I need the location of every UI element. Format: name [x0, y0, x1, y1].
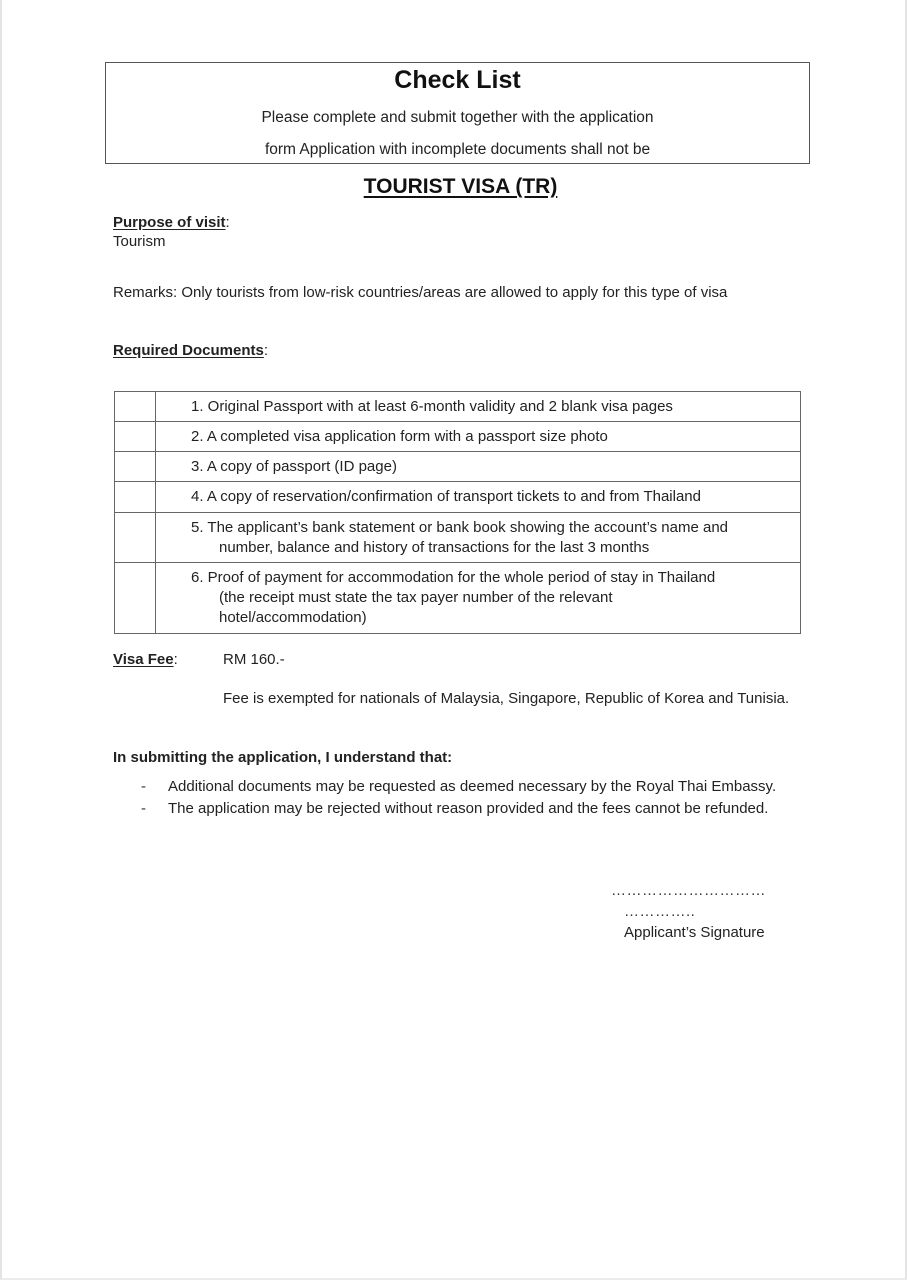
signature-label: Applicant’s Signature — [624, 924, 765, 941]
purpose-value: Tourism — [113, 233, 166, 250]
bullet-dash-1: - — [141, 778, 146, 795]
checkbox-cell-6[interactable] — [115, 563, 156, 634]
document-item-2 — [156, 422, 801, 452]
understanding-item-1: Additional documents may be requested as deemed necessary by the Royal Thai Embassy. — [168, 778, 777, 795]
understanding-heading: In submitting the application, I understand that: — [113, 749, 453, 766]
required-documents-colon: : — [263, 342, 269, 359]
purpose-colon: : — [225, 214, 230, 231]
document-item-text: 2. A completed visa application form with a passport size photo — [191, 428, 608, 445]
purpose-label: Purpose of visit — [113, 214, 226, 231]
visa-fee-exemption: Fee is exempted for nationals of Malaysia, Singapore, Republic of Korea and Tunisia. — [223, 690, 790, 707]
document-item-text-continued: (the receipt must state the tax payer number of the relevant — [219, 589, 613, 606]
signature-dotted-line-1: ………………………… — [611, 882, 766, 899]
visa-fee-colon: : — [173, 651, 178, 668]
required-documents-label-row — [113, 342, 268, 359]
remarks-text: Remarks: Only tourists from low-risk countries/areas are allowed to apply for this type of visa — [113, 284, 728, 301]
required-documents-table — [114, 391, 801, 634]
table-row — [115, 482, 801, 513]
document-item-3 — [156, 452, 801, 482]
header-instruction-line-2: form Application with incomplete documents shall not be — [264, 141, 651, 158]
checklist-header-box — [105, 62, 810, 164]
table-row — [115, 563, 801, 634]
checkbox-cell-3[interactable] — [115, 452, 156, 482]
document-item-text-continued: number, balance and history of transactions for the last 3 months — [219, 539, 650, 556]
checklist-title: Check List — [394, 66, 521, 94]
required-documents-label: Required Documents — [113, 342, 264, 359]
checkbox-cell-1[interactable] — [115, 392, 156, 422]
visa-fee-amount: RM 160.- — [223, 651, 285, 668]
table-row — [115, 452, 801, 482]
checkbox-cell-2[interactable] — [115, 422, 156, 452]
document-item-6 — [156, 563, 801, 634]
checkbox-cell-5[interactable] — [115, 513, 156, 563]
visa-type-title: TOURIST VISA (TR) — [363, 175, 558, 198]
bullet-dash-2: - — [141, 800, 146, 817]
visa-fee-label-row — [113, 651, 178, 668]
document-item-text-continued: hotel/accommodation) — [219, 609, 367, 626]
document-item-text: 6. Proof of payment for accommodation for the whole period of stay in Thailand — [191, 569, 716, 586]
header-instruction-line-1: Please complete and submit together with the application — [261, 109, 654, 126]
document-item-text: 5. The applicant’s bank statement or bank book showing the account’s name and — [191, 519, 729, 536]
checkbox-cell-4[interactable] — [115, 482, 156, 513]
table-row — [115, 422, 801, 452]
document-item-text: 1. Original Passport with at least 6-month validity and 2 blank visa pages — [191, 398, 673, 415]
document-item-4 — [156, 482, 801, 513]
document-item-text: 3. A copy of passport (ID page) — [191, 458, 397, 475]
signature-dotted-line-2: ………….. — [624, 903, 696, 920]
understanding-item-2: The application may be rejected without reason provided and the fees cannot be refunded. — [168, 800, 769, 817]
visa-fee-label: Visa Fee — [113, 651, 174, 668]
document-item-1 — [156, 392, 801, 422]
purpose-label-row — [113, 214, 230, 231]
table-row — [115, 392, 801, 422]
document-item-text: 4. A copy of reservation/confirmation of transport tickets to and from Thailand — [191, 488, 701, 505]
document-item-5 — [156, 513, 801, 563]
table-row — [115, 513, 801, 563]
